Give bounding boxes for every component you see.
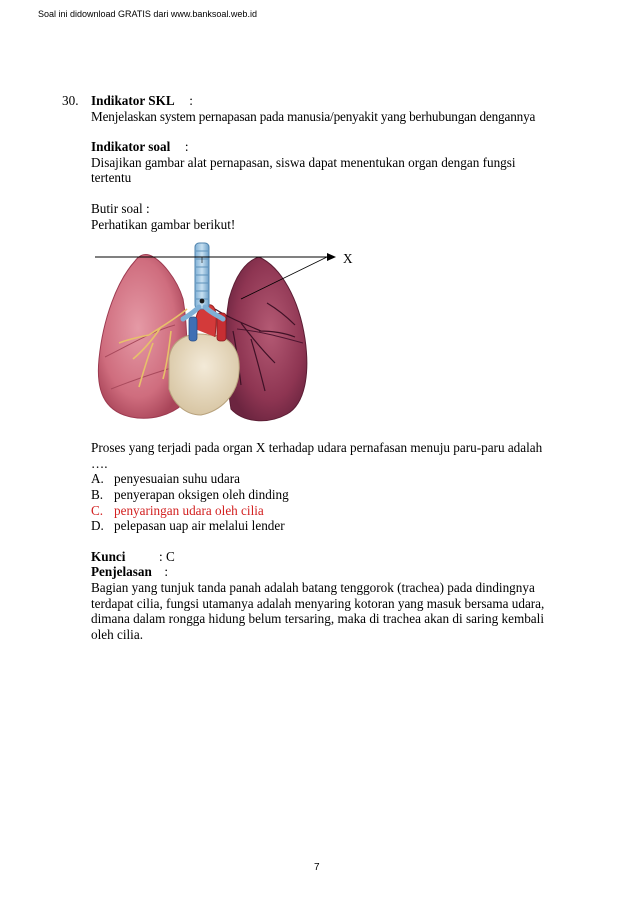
kunci-value: : C — [159, 548, 175, 564]
option-d[interactable] — [91, 518, 551, 534]
page-number: 7 — [314, 862, 320, 873]
skl-colon: : — [189, 93, 193, 108]
soal-text: Disajikan gambar alat pernapasan, siswa dapat menentukan organ dengan fungsi tertentu — [91, 154, 516, 186]
question-stem: Proses yang terjadi pada organ X terhadap udara pernafasan menuju paru-paru adalah …. — [91, 440, 543, 471]
question-number: 30. — [62, 93, 79, 108]
soal-colon: : — [184, 139, 189, 155]
penjelasan-text: Bagian yang tunjuk tanda panah adalah batang tenggorok (trachea) pada dindingnya terdapat cilia, fungsi utamanya adalah menyaring kotoran yang masuk bersama udara, dimana dalam rongga hidung belum tersaring, maka di trachea akan di saring kembali oleh cilia. — [91, 579, 545, 642]
option-text: penyesuaian suhu udara — [114, 471, 240, 487]
respiratory-figure — [91, 239, 551, 429]
option-letter: D. — [91, 518, 104, 534]
answer-key — [91, 549, 551, 565]
option-text: penyerapan oksigen oleh dinding — [114, 486, 289, 502]
option-letter: A. — [91, 471, 104, 487]
skl-label: Indikator SKL — [91, 93, 175, 108]
figure-label-x: X — [343, 251, 353, 267]
option-a[interactable] — [91, 471, 551, 487]
penjelasan-colon: : — [164, 564, 169, 580]
kunci-label: Kunci — [91, 548, 126, 564]
option-letter: C. — [91, 502, 104, 518]
option-text: penyaringan udara oleh cilia — [114, 502, 264, 518]
header-download-note: Soal ini didownload GRATIS dari www.banksoal.web.id — [38, 9, 257, 19]
option-c[interactable] — [91, 503, 551, 519]
butir-text: Perhatikan gambar berikut! — [91, 216, 236, 232]
lungs-illustration — [91, 239, 551, 429]
butir-label: Butir soal : — [91, 200, 150, 216]
penjelasan-label: Penjelasan — [91, 564, 152, 580]
option-letter: B. — [91, 486, 104, 502]
question-content — [91, 93, 551, 642]
option-b[interactable] — [91, 487, 551, 503]
skl-text: Menjelaskan system pernapasan pada manusia/penyakit yang berhubungan dengannya — [91, 108, 536, 124]
soal-label: Indikator soal — [91, 139, 171, 155]
answer-options — [91, 471, 551, 533]
option-text: pelepasan uap air melalui lender — [114, 518, 285, 534]
